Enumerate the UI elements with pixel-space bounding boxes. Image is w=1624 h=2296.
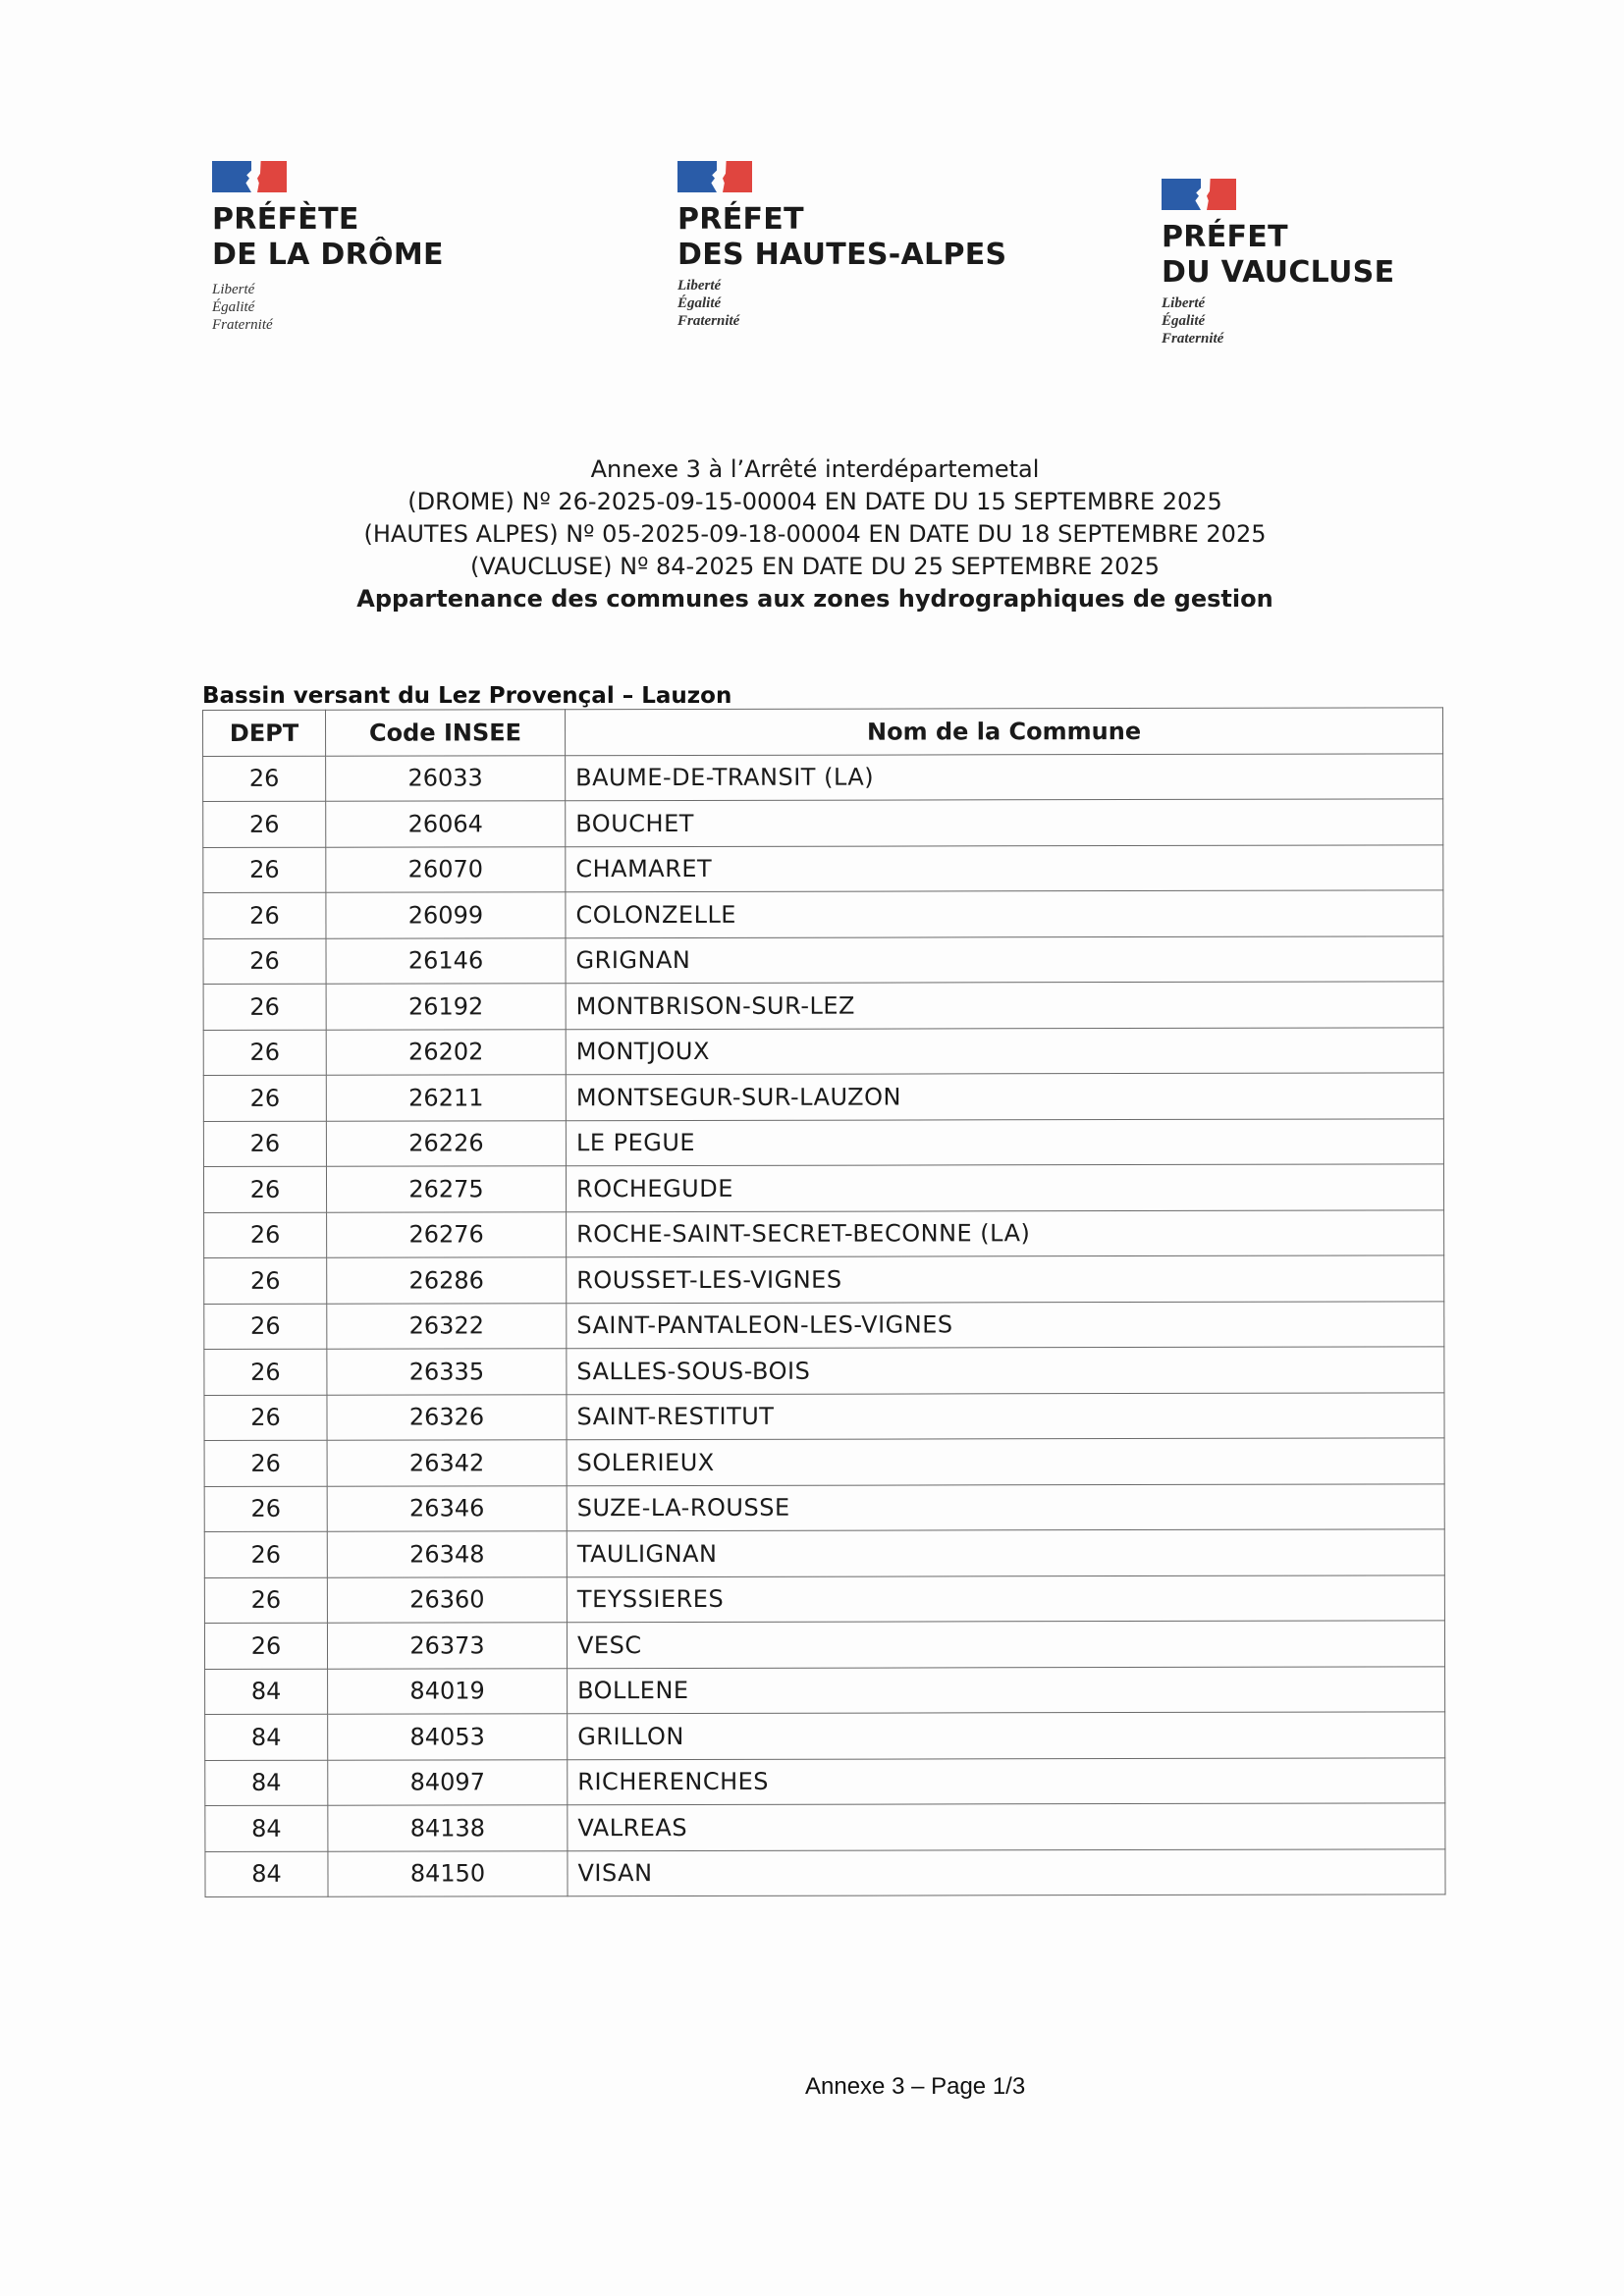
cell-dept: 26 [203,756,326,802]
cell-code-insee: 26099 [326,892,566,938]
cell-commune-name: GRIGNAN [566,935,1443,983]
cell-commune-name: SALLES-SOUS-BOIS [567,1347,1444,1394]
table-row [204,1529,1444,1577]
cell-dept: 84 [205,1669,328,1715]
section-title: Bassin versant du Lez Provençal – Lauzon [202,683,732,709]
cell-code-insee: 84097 [328,1759,568,1805]
cell-code-insee: 26064 [326,801,566,847]
heading-vaucluse-line: (VAUCLUSE) Nº 84-2025 EN DATE DU 25 SEPTEMBRE 2025 [470,553,1160,580]
table-row [203,799,1443,847]
table-row [204,1438,1444,1486]
cell-commune-name: VALREAS [568,1803,1445,1850]
cell-dept: 26 [203,938,326,985]
cell-dept: 84 [205,1805,328,1851]
table-row [203,1027,1443,1075]
cell-code-insee: 84138 [328,1805,568,1851]
cell-dept: 26 [203,1030,326,1076]
cell-commune-name: LE PEGUE [566,1118,1443,1165]
cell-dept: 26 [204,1531,327,1577]
cell-commune-name: BOLLENE [568,1666,1445,1713]
cell-dept: 26 [203,984,326,1030]
cell-code-insee: 26322 [327,1303,567,1349]
table-row [205,1803,1445,1851]
cell-code-insee: 26275 [326,1166,566,1212]
cell-code-insee: 26070 [326,846,566,892]
table-row [203,982,1443,1030]
logo-prefecture-drome [212,161,444,334]
cell-commune-name: ROUSSET-LES-VIGNES [567,1255,1444,1303]
table-row [204,1301,1444,1349]
cell-code-insee: 84019 [328,1668,568,1714]
logo-prefecture-hautes-alpes [677,161,1006,330]
motto-liberte: Liberté [677,278,722,294]
cell-code-insee: 26033 [326,755,566,801]
heading-drome-line: (DROME) Nº 26-2025-09-15-00004 EN DATE DU 15 SEPTEMBRE 2025 [407,488,1222,515]
page-footer: Annexe 3 – Page 1/3 [805,2073,1026,2100]
logo-title-line2: DE LA DRÔME [212,238,444,272]
cell-dept: 84 [205,1760,328,1806]
logo-title-line2: DU VAUCLUSE [1162,255,1395,290]
table-row [205,1848,1445,1896]
logo-title-line2: DES HAUTES-ALPES [677,238,1007,272]
motto-egalite: Égalité [212,299,255,315]
cell-dept: 26 [204,1395,327,1441]
cell-commune-name: BAUME-DE-TRANSIT (LA) [566,753,1443,800]
cell-code-insee: 26326 [327,1394,567,1440]
cell-commune-name: SOLERIEUX [567,1438,1444,1485]
motto-fraternite: Fraternité [1162,331,1224,347]
cell-code-insee: 84053 [328,1714,568,1760]
marianne-flag-icon [1162,179,1236,212]
cell-code-insee: 26373 [327,1623,567,1669]
heading-hautes-alpes-line: (HAUTES ALPES) Nº 05-2025-09-18-00004 EN DATE DU 18 SEPTEMBRE 2025 [363,520,1267,548]
table-row [205,1757,1445,1805]
cell-commune-name: MONTJOUX [566,1027,1443,1074]
cell-commune-name: VISAN [568,1848,1445,1896]
table-row [204,1347,1444,1395]
cell-commune-name: SUZE-LA-ROUSSE [567,1483,1444,1530]
cell-code-insee: 26286 [327,1257,567,1304]
cell-commune-name: RICHERENCHES [568,1757,1445,1804]
cell-dept: 26 [203,801,326,847]
logo-motto [677,277,1006,330]
cell-code-insee: 26335 [327,1349,567,1395]
cell-commune-name: TEYSSIERES [567,1575,1444,1622]
header-commune-name: Nom de la Commune [566,708,1443,755]
table-row [204,1621,1444,1669]
cell-commune-name: VESC [567,1621,1444,1668]
cell-dept: 26 [203,847,326,893]
cell-code-insee: 26348 [327,1531,567,1577]
table-row [203,1164,1443,1212]
logo-title-line1: PRÉFÈTE [212,202,359,237]
cell-dept: 26 [204,1577,327,1624]
cell-commune-name: MONTSEGUR-SUR-LAUZON [566,1073,1443,1120]
table-row [204,1255,1444,1304]
cell-commune-name: BOUCHET [566,799,1443,846]
cell-commune-name: CHAMARET [566,844,1443,891]
logo-title-line1: PRÉFET [1162,220,1288,254]
header-code-insee: Code INSEE [326,710,566,756]
cell-code-insee: 84150 [328,1850,568,1896]
cell-code-insee: 26211 [326,1075,566,1121]
cell-dept: 26 [203,892,326,938]
heading-annex-line: Annexe 3 à l’Arrêté interdépartemetal [590,455,1040,483]
table-header-row [203,708,1443,756]
table-row [203,844,1443,892]
document-heading [324,454,1306,615]
logo-title-line1: PRÉFET [677,202,804,237]
cell-dept: 26 [203,1075,326,1121]
motto-liberte: Liberté [1162,295,1206,311]
cell-code-insee: 26346 [327,1485,567,1531]
cell-dept: 26 [204,1304,327,1350]
motto-egalite: Égalité [1162,313,1206,329]
marianne-flag-icon [212,161,287,194]
table-row [204,1392,1444,1440]
cell-code-insee: 26226 [326,1120,566,1166]
table-row [205,1666,1445,1714]
cell-commune-name: MONTBRISON-SUR-LEZ [566,982,1443,1029]
table-row [204,1209,1444,1257]
cell-code-insee: 26146 [326,937,566,984]
cell-commune-name: SAINT-PANTALEON-LES-VIGNES [567,1301,1444,1348]
table-row [204,1483,1444,1531]
cell-dept: 26 [204,1349,327,1395]
cell-code-insee: 26276 [327,1211,567,1257]
cell-dept: 84 [205,1714,328,1760]
cell-dept: 26 [204,1212,327,1258]
table-row [203,1073,1443,1121]
cell-code-insee: 26192 [326,984,566,1030]
cell-dept: 26 [204,1486,327,1532]
cell-commune-name: ROCHEGUDE [566,1164,1443,1211]
cell-dept: 26 [204,1440,327,1486]
cell-code-insee: 26342 [327,1440,567,1486]
table-row [203,1118,1443,1166]
heading-subject-line: Appartenance des communes aux zones hydrographiques de gestion [356,585,1273,613]
table-row [204,1575,1444,1623]
marianne-flag-icon [677,161,752,194]
motto-fraternite: Fraternité [212,317,273,333]
cell-commune-name: TAULIGNAN [567,1529,1444,1576]
cell-dept: 26 [203,1166,326,1212]
cell-dept: 26 [204,1623,327,1669]
table-row [203,890,1443,938]
motto-fraternite: Fraternité [677,313,740,329]
logo-motto [212,281,444,334]
motto-egalite: Égalité [677,295,722,311]
cell-commune-name: GRILLON [568,1712,1445,1759]
cell-code-insee: 26202 [326,1029,566,1075]
cell-dept: 84 [205,1851,328,1897]
table-row [203,935,1443,984]
cell-commune-name: SAINT-RESTITUT [567,1392,1444,1439]
cell-code-insee: 26360 [327,1576,567,1623]
table-row [205,1712,1445,1760]
header-dept: DEPT [203,710,326,756]
cell-dept: 26 [204,1257,327,1304]
cell-commune-name: COLONZELLE [566,890,1443,937]
cell-commune-name: ROCHE-SAINT-SECRET-BECONNE (LA) [567,1209,1444,1256]
cell-dept: 26 [203,1121,326,1167]
communes-table [202,707,1446,1897]
motto-liberte: Liberté [212,282,255,297]
logo-prefecture-vaucluse [1162,179,1394,347]
logo-motto [1162,294,1394,347]
table-row [203,753,1443,801]
